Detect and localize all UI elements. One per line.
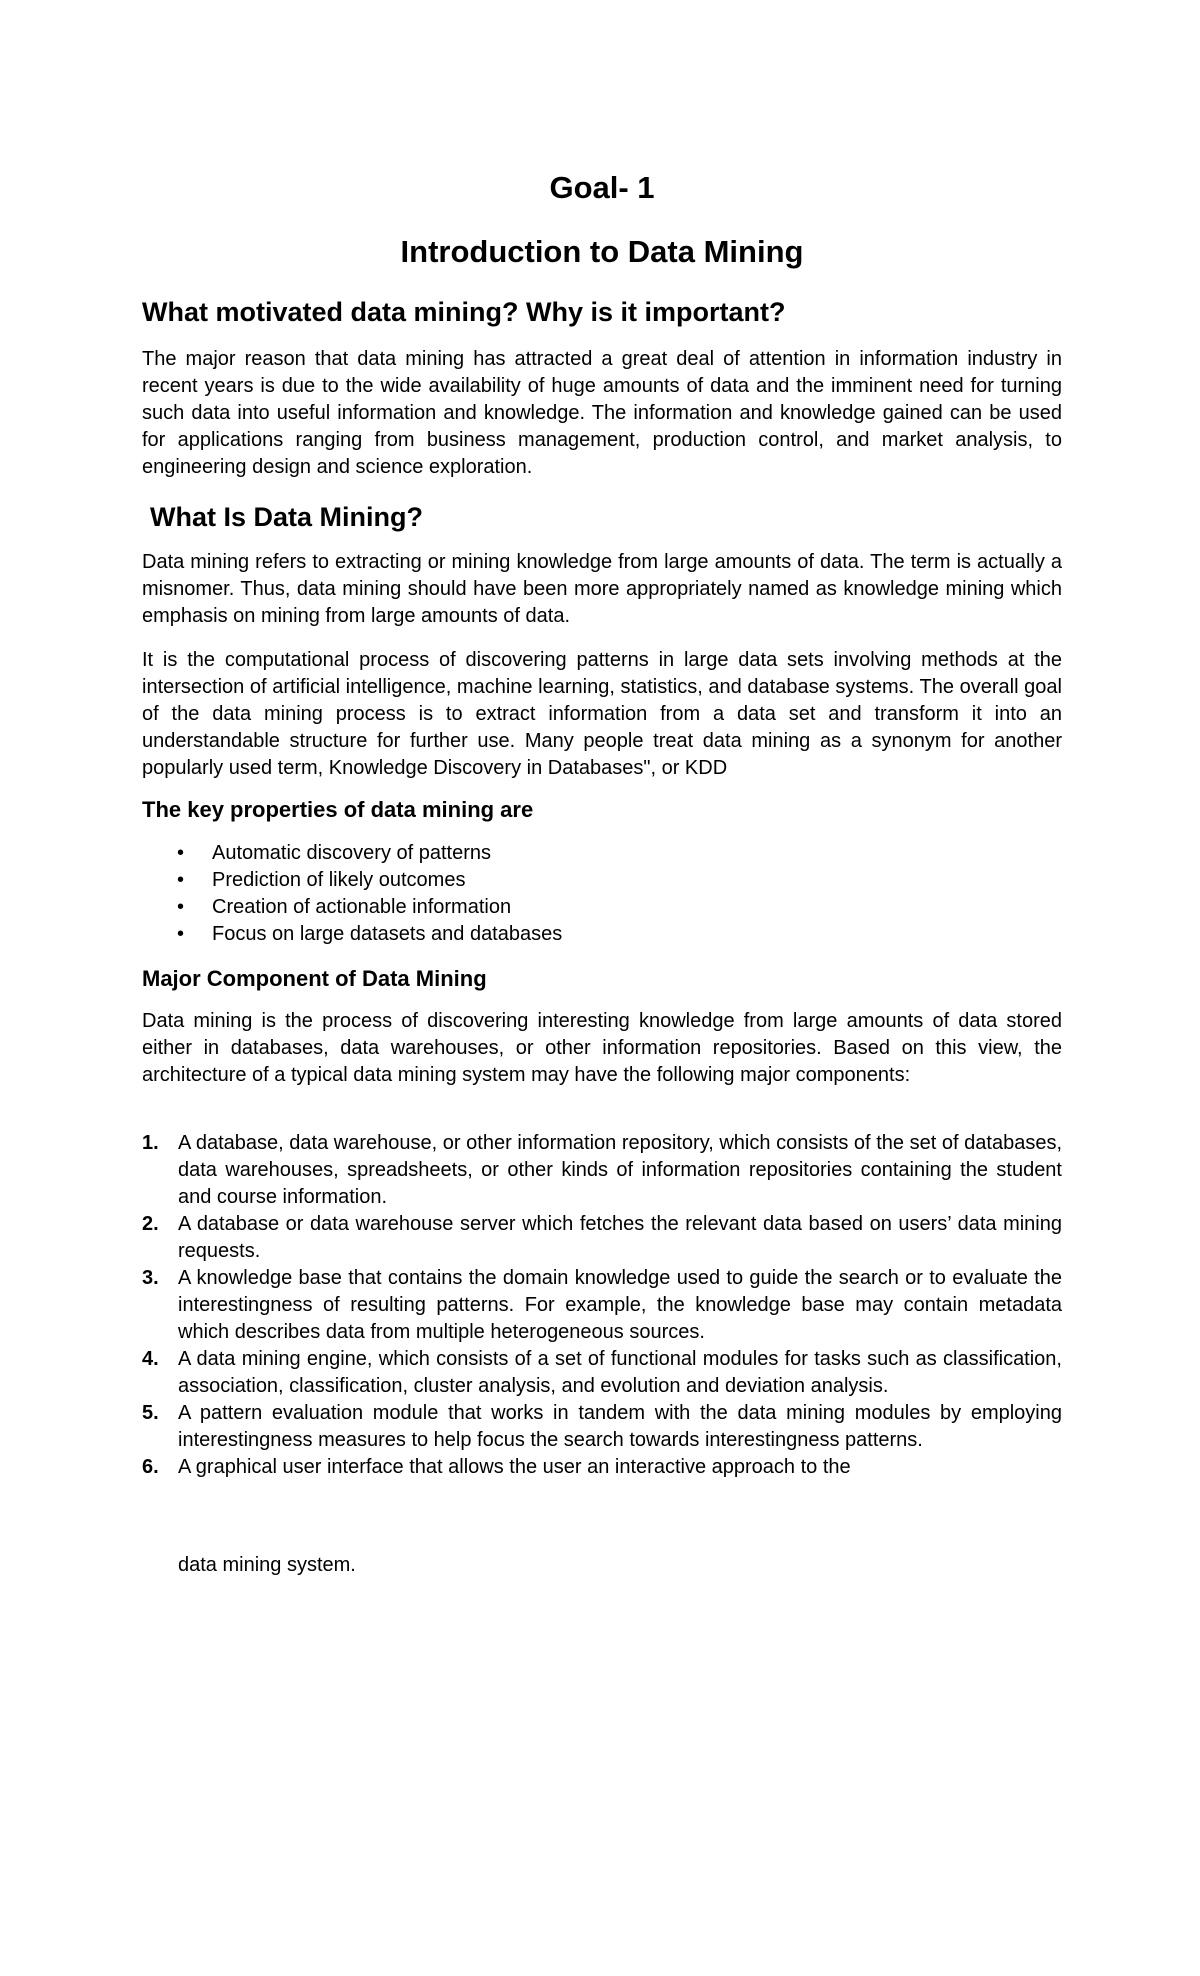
list-item <box>142 1346 1062 1400</box>
list-item <box>142 1211 1062 1265</box>
bullet-icon: • <box>177 869 185 891</box>
list-item-text: Prediction of likely outcomes <box>212 869 466 891</box>
list-item <box>142 894 1062 921</box>
paragraph-definition: Data mining refers to extracting or mining knowledge from large amounts of data. The term is actually a misnomer. Thus, data mining should have been more appropriately named as knowledge mining which emphasis on mining from large amounts of data. <box>142 551 1062 627</box>
list-item-text: A pattern evaluation module that works in tandem with the data mining modules by employing interestingness measures to help focus the search towards interestingness patterns. <box>178 1402 1062 1451</box>
bullet-icon: • <box>177 896 185 918</box>
list-number: 2. <box>142 1213 159 1235</box>
paragraph-computational-process: It is the computational process of discovering patterns in large data sets involving methods at the intersection of artificial intelligence, machine learning, statistics, and database systems. The overall goal of the data mining process is to extract information from a data set and transform it into an understandable structure for further use. Many people treat data mining as a synonym for another popularly used term, Knowledge Discovery in Databases", or KDD <box>142 649 1062 779</box>
components-list <box>142 1130 1062 1481</box>
list-number: 4. <box>142 1348 159 1370</box>
key-properties-list <box>142 840 1062 948</box>
list-item <box>142 921 1062 948</box>
main-title: Introduction to Data Mining <box>400 234 804 269</box>
list-item <box>142 1130 1062 1211</box>
list-item <box>142 840 1062 867</box>
list-item-text: A database or data warehouse server which fetches the relevant data based on users’ data mining requests. <box>178 1213 1062 1262</box>
list-item-text: Automatic discovery of patterns <box>212 842 492 864</box>
list-item <box>142 1265 1062 1346</box>
section-heading-motivation: What motivated data mining? Why is it important? <box>142 297 786 327</box>
section-heading-key-properties: The key properties of data mining are <box>142 797 534 822</box>
list-item-text: A knowledge base that contains the domain knowledge used to guide the search or to evaluate the interestingness of resulting patterns. For example, the knowledge base may contain metadata which describes data from multiple heterogeneous sources. <box>178 1267 1062 1343</box>
section-heading-major-component: Major Component of Data Mining <box>142 966 487 991</box>
list-item-text: A data mining engine, which consists of a set of functional modules for tasks such as classification, association, classification, cluster analysis, and evolution and deviation analysis. <box>178 1348 1062 1397</box>
paragraph-motivation: The major reason that data mining has attracted a great deal of attention in information industry in recent years is due to the wide availability of huge amounts of data and the imminent need for turning such data into useful information and knowledge. The information and knowledge gained can be used for applications ranging from business management, production control, and market analysis, to engineering design and science exploration. <box>142 348 1062 478</box>
list-item <box>142 1454 1062 1481</box>
list-item-text: A graphical user interface that allows the user an interactive approach to the <box>178 1456 851 1478</box>
list-item-text: Focus on large datasets and databases <box>212 923 563 945</box>
list-item-text: A database, data warehouse, or other information repository, which consists of the set of databases, data warehouses, spreadsheets, or other kinds of information repositories containing the student and course information. <box>178 1132 1062 1208</box>
list-number: 6. <box>142 1456 159 1478</box>
section-heading-what-is: What Is Data Mining? <box>150 502 423 532</box>
list-item <box>142 867 1062 894</box>
list-number: 1. <box>142 1132 159 1154</box>
paragraph-architecture: Data mining is the process of discovering interesting knowledge from large amounts of data stored either in databases, data warehouses, or other information repositories. Based on this view, the architecture of a typical data mining system may have the following major components: <box>142 1010 1062 1086</box>
list-item-text: Creation of actionable information <box>212 896 512 918</box>
bullet-icon: • <box>177 923 185 945</box>
bullet-icon: • <box>177 842 185 864</box>
list-number: 5. <box>142 1402 159 1424</box>
list-item <box>142 1400 1062 1454</box>
goal-title: Goal- 1 <box>549 170 655 205</box>
list-number: 3. <box>142 1267 159 1289</box>
list-continuation-text: data mining system. <box>178 1554 356 1576</box>
